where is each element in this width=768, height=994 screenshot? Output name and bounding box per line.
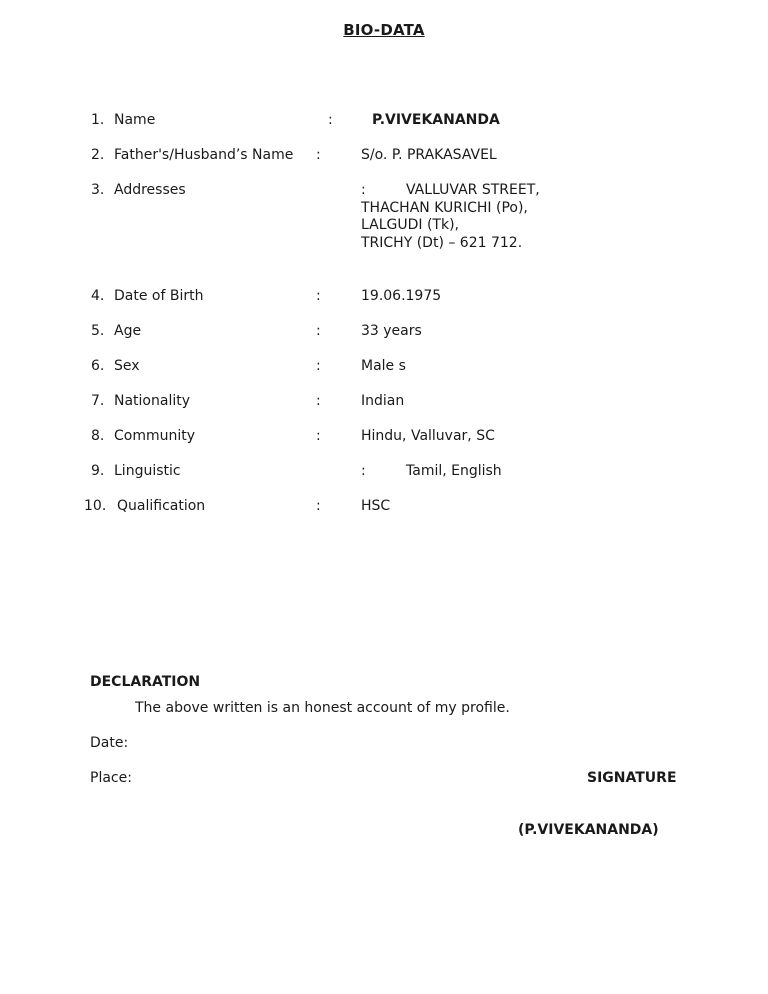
field-number: 2.: [91, 147, 105, 163]
field-value: P.VIVEKANANDA: [372, 112, 500, 128]
field-value: Hindu, Valluvar, SC: [361, 428, 495, 444]
field-colon: :: [316, 393, 321, 409]
field-label: Qualification: [117, 498, 206, 514]
field-value: S/o. P. PRAKASAVEL: [361, 147, 497, 163]
field-number: 7.: [91, 393, 105, 409]
field-value: HSC: [361, 498, 391, 514]
signature-label: SIGNATURE: [587, 770, 677, 786]
field-colon: :: [316, 323, 321, 339]
field-colon: :: [316, 288, 321, 304]
declaration-heading: DECLARATION: [90, 674, 201, 690]
field-number: 10.: [84, 498, 107, 514]
field-number: 1.: [91, 112, 105, 128]
field-colon: :: [316, 147, 321, 163]
field-colon: :: [328, 112, 333, 128]
field-label: Father's/Husband’s Name: [114, 147, 294, 163]
field-number: 5.: [91, 323, 105, 339]
field-number: 4.: [91, 288, 105, 304]
field-label: Linguistic: [114, 463, 181, 479]
field-label: Community: [114, 428, 196, 444]
field-label: Date of Birth: [114, 288, 204, 304]
field-value: Tamil, English: [406, 463, 502, 479]
place-label: Place:: [90, 770, 132, 786]
field-colon: :: [361, 463, 366, 479]
signatory-name: (P.VIVEKANANDA): [518, 822, 659, 838]
date-label: Date:: [90, 735, 129, 751]
field-colon: :: [316, 428, 321, 444]
field-label: Sex: [114, 358, 140, 374]
field-label: Nationality: [114, 393, 191, 409]
field-value: 19.06.1975: [361, 288, 442, 304]
field-colon: :: [361, 182, 366, 198]
address-line: VALLUVAR STREET,: [406, 182, 540, 198]
address-line: LALGUDI (Tk),: [361, 217, 459, 233]
field-label: Age: [114, 323, 142, 339]
document-title: BIO-DATA: [343, 21, 425, 39]
field-label: Addresses: [114, 182, 186, 198]
field-value: Male s: [361, 358, 406, 374]
field-number: 6.: [91, 358, 105, 374]
field-colon: :: [316, 358, 321, 374]
field-value: Indian: [361, 393, 405, 409]
address-line: THACHAN KURICHI (Po),: [361, 200, 528, 216]
field-value: 33 years: [361, 323, 422, 339]
address-line: TRICHY (Dt) – 621 712.: [361, 235, 523, 251]
field-number: 3.: [91, 182, 105, 198]
field-number: 9.: [91, 463, 105, 479]
field-label: Name: [114, 112, 156, 128]
declaration-text: The above written is an honest account of my profile.: [135, 700, 510, 716]
field-colon: :: [316, 498, 321, 514]
field-number: 8.: [91, 428, 105, 444]
